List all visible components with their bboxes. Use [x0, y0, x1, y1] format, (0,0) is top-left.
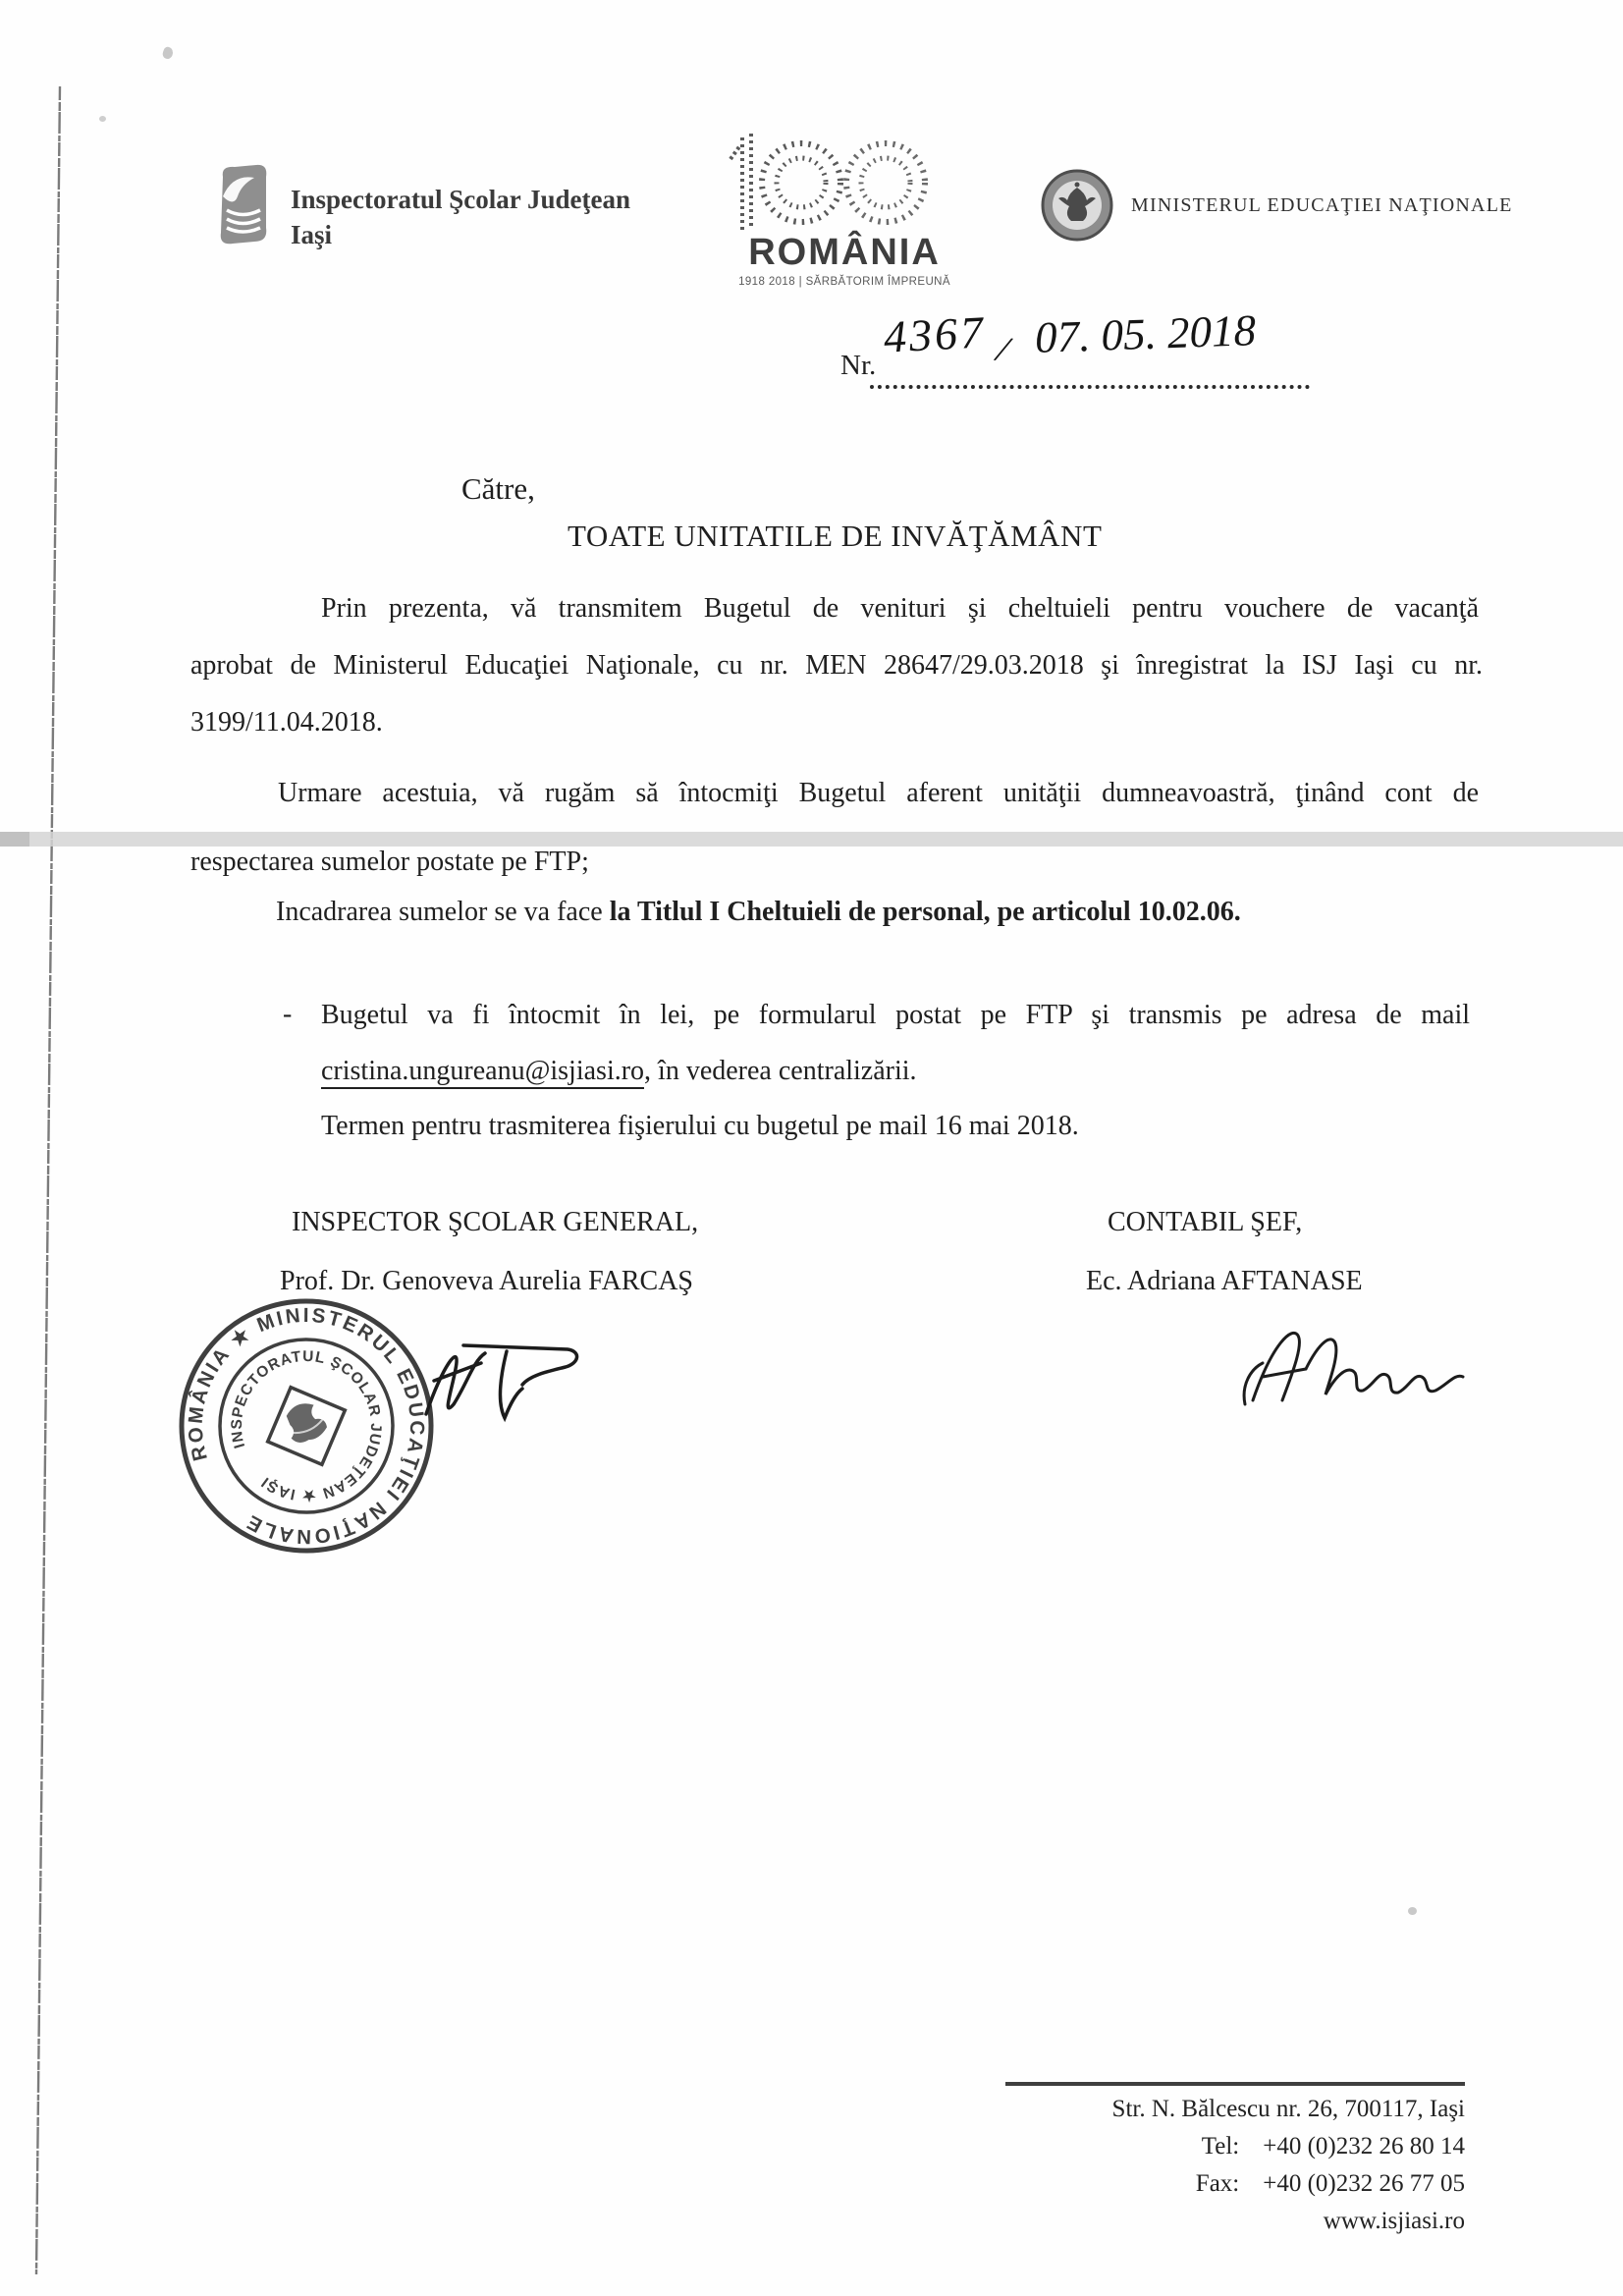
footer-fax-label: Fax: — [1195, 2170, 1240, 2197]
signature-farcas-handwriting-icon — [412, 1324, 599, 1442]
stamp-inner-text: INSPECTORATUL ŞCOLAR JUDEŢEAN ★ IAŞI — [228, 1347, 385, 1504]
email-address: cristina.ungureanu@isjiasi.ro — [321, 1056, 644, 1089]
signature-title-right: CONTABIL ŞEF, — [1108, 1207, 1303, 1237]
footer-address: Str. N. Bălcescu nr. 26, 700117, Iaşi — [1111, 2096, 1465, 2122]
centenary-subtitle: 1918 2018 | SĂRBĂTORIM ÎMPREUNĂ — [738, 276, 950, 288]
footer-rule — [1005, 2082, 1465, 2086]
signature-name-left: Prof. Dr. Genoveva Aurelia FARCAŞ — [280, 1266, 693, 1296]
footer-website: www.isjiasi.ro — [1323, 2208, 1465, 2234]
centenary-romania-label: ROMÂNIA — [748, 232, 941, 273]
stamp-outer-text: ROMÂNIA ★ MINISTERUL EDUCAŢIEI NAŢIONALE — [184, 1303, 429, 1549]
paragraph3 — [276, 896, 1241, 929]
paragraph2-line1: Urmare acestuia, vă rugăm să întocmiţi Bugetul aferent unităţii dumneavoastră, ţinând cont de — [278, 778, 1479, 808]
scan-speck — [161, 46, 175, 61]
footer-fax-line — [982, 2170, 1465, 2198]
paragraph1-line2: aprobat de Ministerul Educaţiei Naţionale, cu nr. MEN 28647/29.03.2018 şi înregistrat la ISJ Iaşi cu nr. — [190, 650, 1483, 681]
bullet-line2 — [321, 1055, 917, 1088]
signature-aftanase-handwriting-icon — [1239, 1314, 1470, 1422]
signature-title-left: INSPECTOR ŞCOLAR GENERAL, — [292, 1207, 699, 1237]
registration-date-handwritten: 07. 05. 2018 — [1034, 305, 1257, 362]
ministry-seal-icon — [1039, 167, 1115, 244]
scan-speck — [1408, 1907, 1417, 1915]
paragraph3-normal: Incadrarea sumelor se va face — [276, 897, 610, 927]
registration-separator-handwritten: / — [993, 328, 1012, 371]
paragraph1-line1: Prin prezenta, vă transmitem Bugetul de venituri şi cheltuieli pentru vouchere de vacanţă — [321, 593, 1479, 624]
footer-tel-number: +40 (0)232 26 80 14 — [1263, 2133, 1465, 2159]
addressee-heading: TOATE UNITATILE DE INVĂŢĂMÂNT — [568, 519, 1103, 553]
footer-tel-line — [982, 2133, 1465, 2160]
scan-speck — [99, 116, 106, 122]
salutation: Către, — [461, 471, 535, 506]
bullet-line3: Termen pentru trasmiterea fişierului cu bugetul pe mail 16 mai 2018. — [321, 1111, 1079, 1141]
scan-band-edge — [0, 832, 29, 847]
official-round-stamp-icon — [159, 1279, 454, 1573]
bullet-dash: - — [283, 999, 293, 1029]
footer-fax-number: +40 (0)232 26 77 05 — [1263, 2170, 1465, 2197]
centenary-100-icon — [727, 128, 962, 238]
paragraph1-line3: 3199/11.04.2018. — [190, 707, 383, 738]
isj-name-line1: Inspectoratul Şcolar Judeţean — [291, 185, 631, 214]
isj-logo-icon — [213, 163, 270, 246]
bullet-line1: Bugetul va fi întocmit în lei, pe formularul postat pe FTP şi transmis pe adresa de mail — [321, 1000, 1470, 1030]
ministry-name: MINISTERUL EDUCAŢIEI NAŢIONALE — [1131, 194, 1513, 216]
paragraph2-line2: respectarea sumelor postate pe FTP; — [190, 847, 589, 877]
registration-label: Nr. — [840, 350, 877, 381]
signature-name-right: Ec. Adriana AFTANASE — [1086, 1266, 1363, 1296]
footer-tel-label: Tel: — [1201, 2133, 1240, 2159]
paragraph3-bold-emphasis: la Titlul I Cheltuieli de personal, pe articolul 10.02.06. — [609, 897, 1241, 927]
isj-name-line2: Iaşi — [291, 220, 333, 249]
bullet-line2-rest: , în vederea centralizării. — [644, 1056, 917, 1086]
registration-number-handwritten: 4367 — [882, 306, 988, 362]
scan-band-artifact — [0, 832, 1623, 847]
